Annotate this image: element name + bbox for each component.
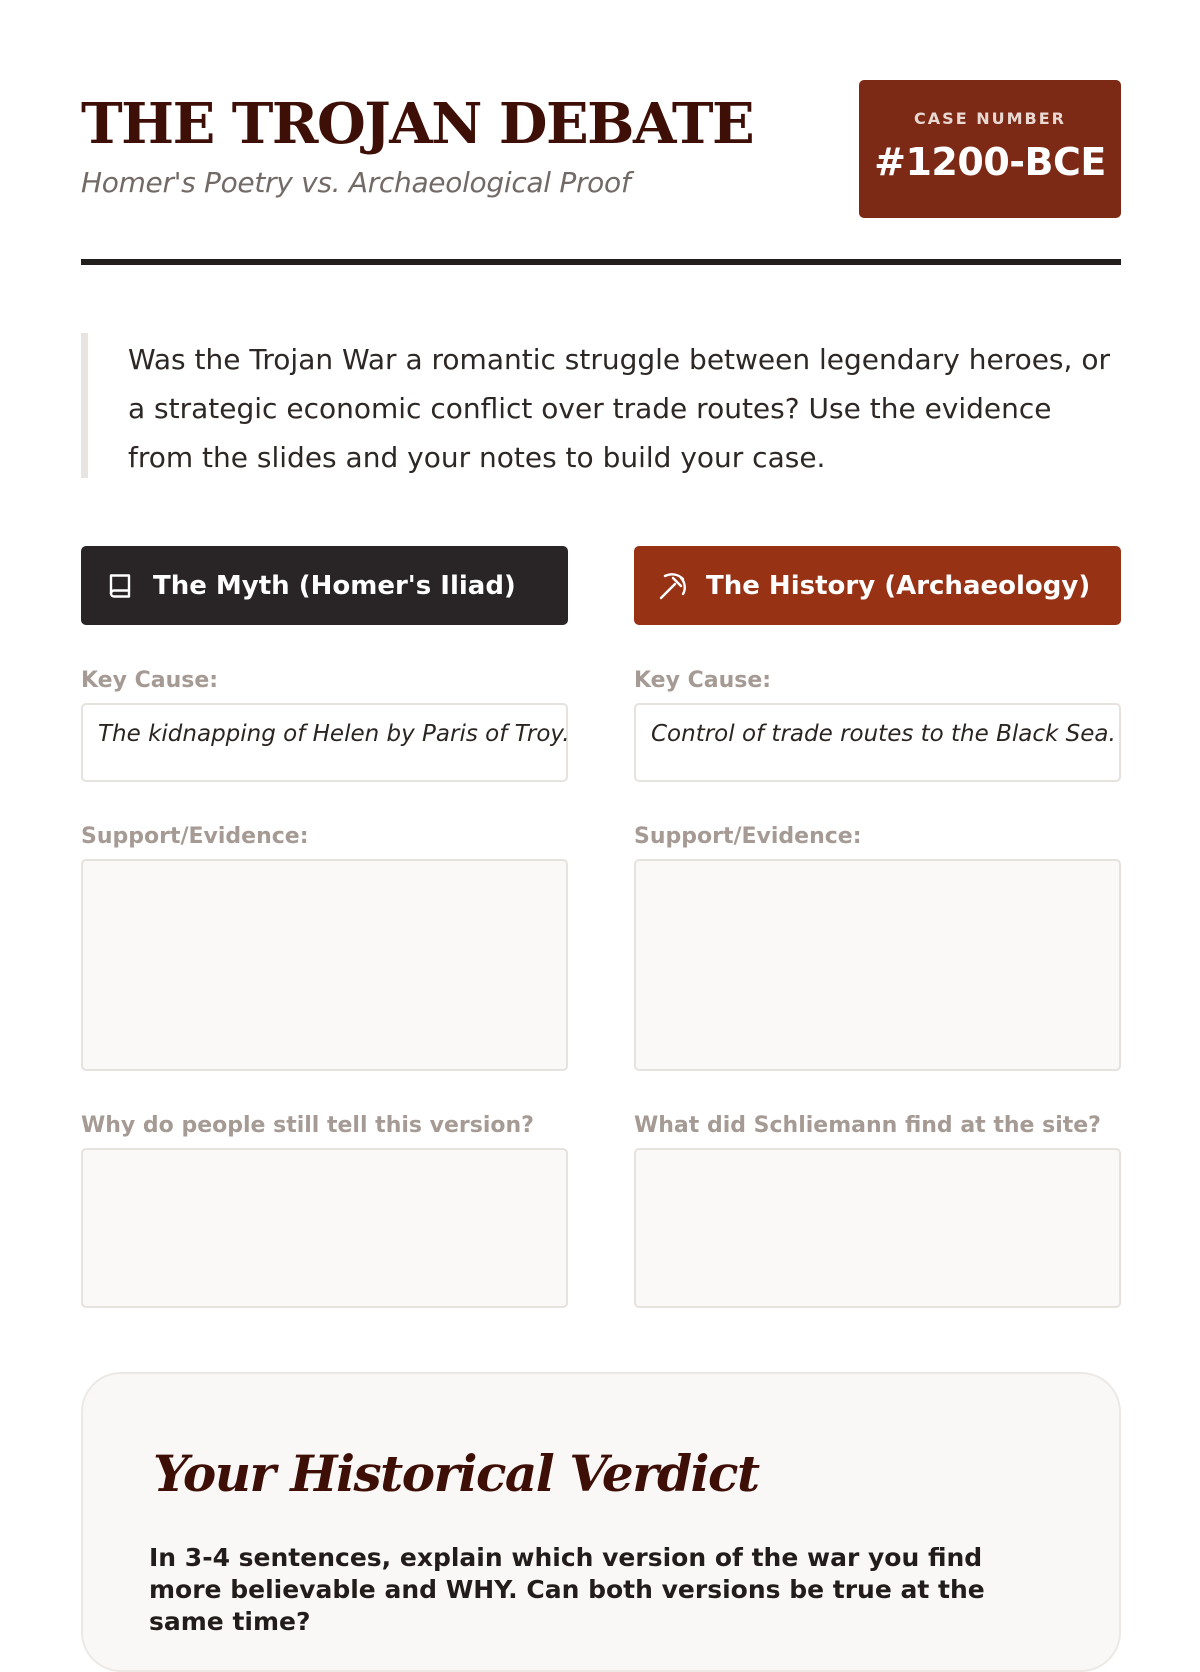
case-number-value: #1200-BCE [874,140,1106,184]
book-icon [103,569,137,603]
header-divider [81,259,1121,265]
myth-column [81,546,568,1308]
page-title: THE TROJAN DEBATE [81,91,754,157]
worksheet-page [81,0,1121,1636]
myth-question-field[interactable] [81,1148,568,1308]
case-number-badge [859,80,1121,218]
intro-quote: Was the Trojan War a romantic struggle between legendary heroes, or a strategic economic conflict over trade routes? Use the evidence from the slides and your notes to build your case. [81,333,1121,478]
history-column [634,546,1121,1308]
header [81,80,1121,220]
verdict-title: Your Historical Verdict [153,1444,759,1503]
history-support-label: Support/Evidence: [634,824,862,849]
myth-heading: The Myth (Homer's Iliad) [153,570,516,601]
myth-question-label: Why do people still tell this version? [81,1113,534,1138]
history-key-cause-label: Key Cause: [634,668,772,693]
verdict-prompt: In 3-4 sentences, explain which version of the war you find more believable and WHY. Can both versions be true at the same time? [149,1543,985,1636]
history-question-field[interactable] [634,1148,1121,1308]
pickaxe-icon [656,569,690,603]
myth-key-cause-field[interactable]: The kidnapping of Helen by Paris of Troy. [81,703,568,782]
case-number-label: CASE NUMBER [914,109,1066,128]
history-question-label: What did Schliemann find at the site? [634,1113,1101,1138]
page-subtitle: Homer's Poetry vs. Archaeological Proof [81,166,631,199]
history-key-cause-field[interactable]: Control of trade routes to the Black Sea. [634,703,1121,782]
myth-support-field[interactable] [81,859,568,1071]
history-heading: The History (Archaeology) [706,570,1091,601]
myth-support-label: Support/Evidence: [81,824,309,849]
myth-key-cause-label: Key Cause: [81,668,219,693]
verdict-card [81,1372,1121,1672]
myth-header [81,546,568,625]
history-support-field[interactable] [634,859,1121,1071]
history-header [634,546,1121,625]
